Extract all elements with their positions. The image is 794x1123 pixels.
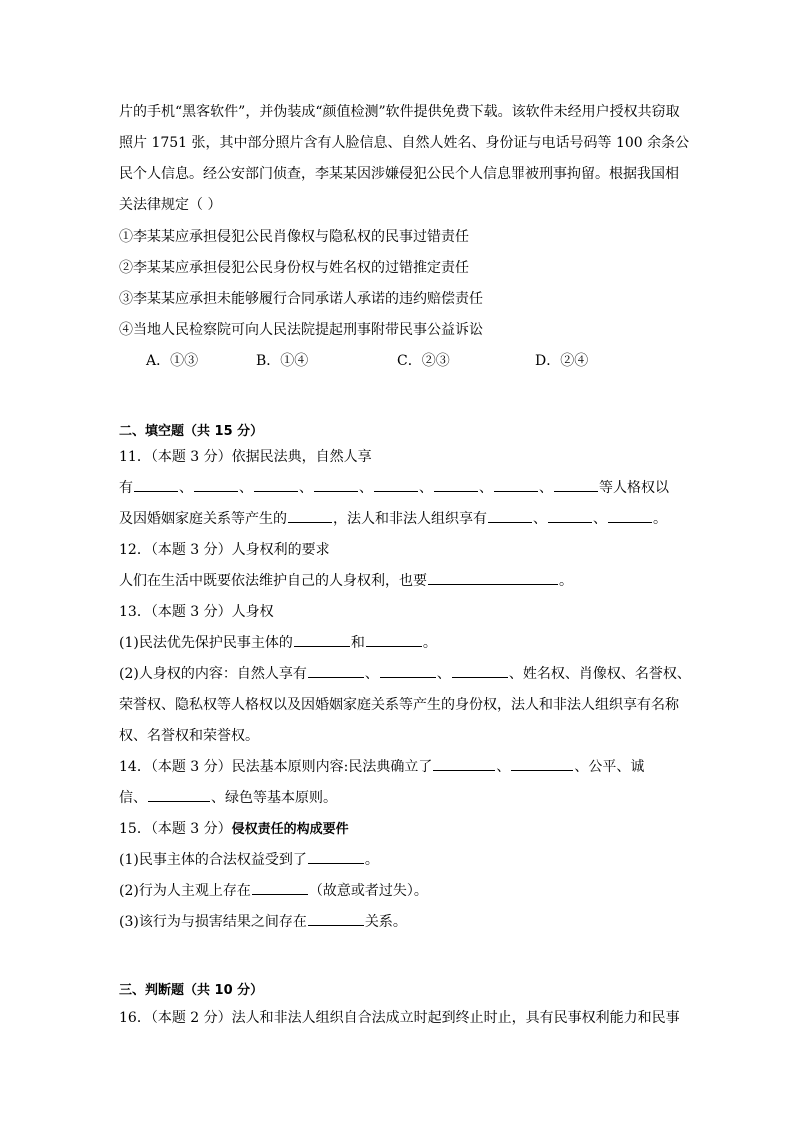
- q10-line-3: 民个人信息。经公安部门侦查，李某某因涉嫌侵犯公民个人信息罪被刑事拘留。根据我国相: [119, 166, 679, 182]
- blank[interactable]: [194, 478, 238, 492]
- option-d[interactable]: D．②④: [535, 353, 589, 369]
- q13-part-2: [119, 664, 691, 684]
- q13-text: 和: [350, 635, 365, 651]
- separator: 、: [239, 480, 253, 496]
- q15-text: 关系。: [364, 914, 407, 930]
- q14-line-1: [119, 757, 644, 777]
- option-c[interactable]: C．②③: [397, 353, 450, 369]
- blank[interactable]: [252, 881, 308, 895]
- q10-options: [146, 351, 626, 373]
- q12-line-2: [119, 571, 573, 591]
- q13-part-1: [119, 633, 437, 653]
- option-a[interactable]: A．①③: [146, 353, 199, 369]
- blank[interactable]: [308, 912, 364, 926]
- period: 。: [653, 511, 667, 527]
- separator: 、: [479, 480, 493, 496]
- blank[interactable]: [554, 478, 598, 492]
- q15-text: (3)该行为与损害结果之间存在: [119, 914, 307, 930]
- blank[interactable]: [308, 850, 364, 864]
- blank[interactable]: [366, 633, 422, 647]
- q13-stem: 13．（本题 3 分）人身权: [119, 604, 274, 620]
- q10-line-1: 片的手机“黑客软件”，并伪装成“颜值检测”软件提供免费下载。该软件未经用户授权共窃取: [119, 104, 680, 120]
- q15-part-1: [119, 850, 379, 870]
- q11-stem: 11．（本题 3 分）依据民法典，自然人享: [119, 449, 372, 465]
- option-b[interactable]: B．①④: [256, 353, 309, 369]
- q10-line-2: 照片 1751 张，其中部分照片含有人脸信息、自然人姓名、身份证与电话号码等 100 余条公: [119, 135, 690, 151]
- q15-text: (1)民事主体的合法权益受到了: [119, 852, 307, 868]
- blank[interactable]: [308, 664, 364, 678]
- q13-text: (2)人身权的内容：自然人享有: [119, 666, 307, 682]
- blank[interactable]: [511, 757, 573, 771]
- section-3-title: 三、判断题（共 10 分）: [119, 983, 264, 998]
- q12-text: 人们在生活中既要依法维护自己的人身权利，也要: [119, 573, 427, 589]
- q11-text: 及因婚姻家庭关系等产生的: [119, 511, 287, 527]
- section-2-title: 二、填空题（共 15 分）: [119, 424, 264, 439]
- separator: 、: [364, 666, 379, 682]
- q14-text: 14．（本题 3 分）民法基本原则内容:民法典确立了: [119, 759, 433, 775]
- blank[interactable]: [288, 509, 332, 523]
- blank[interactable]: [428, 571, 558, 585]
- blank[interactable]: [494, 478, 538, 492]
- separator: 、: [299, 480, 313, 496]
- q14-text: 、绿色等基本原则。: [211, 790, 337, 806]
- blank[interactable]: [314, 478, 358, 492]
- q10-statement-4: ④当地人民检察院可向人民法院提起刑事附带民事公益诉讼: [119, 322, 483, 338]
- q10-statement-3: ③李某某应承担未能够履行合同承诺人承诺的违约赔偿责任: [119, 291, 483, 307]
- q13-text: 、姓名权、肖像权、名誉权、: [508, 666, 691, 682]
- blank[interactable]: [374, 478, 418, 492]
- q15-text: （故意或者过失）。: [308, 883, 428, 899]
- q11-text: ，法人和非法人组织享有: [333, 511, 487, 527]
- period: 。: [364, 852, 379, 868]
- q16-line-1: 16．（本题 2 分）法人和非法人组织自合法成立时起到终止时止，具有民事权利能力和民事: [119, 1010, 680, 1026]
- q15-part-2: [119, 881, 428, 901]
- separator: 、: [419, 480, 433, 496]
- separator: 、: [533, 511, 547, 527]
- separator: 、: [436, 666, 451, 682]
- q10-statement-2: ②李某某应承担侵犯公民身份权与姓名权的过错推定责任: [119, 260, 469, 276]
- q11-line-2: [119, 478, 669, 498]
- q11-text: 有: [119, 480, 133, 496]
- separator: 、: [179, 480, 193, 496]
- q15-text: (2)行为人主观上存在: [119, 883, 251, 899]
- q15-part-3: [119, 912, 407, 932]
- q10-statement-1: ①李某某应承担侵犯公民肖像权与隐私权的民事过错责任: [119, 229, 469, 245]
- blank[interactable]: [294, 633, 350, 647]
- q15-stem: [119, 819, 349, 840]
- blank[interactable]: [608, 509, 652, 523]
- blank[interactable]: [148, 788, 210, 802]
- blank[interactable]: [433, 757, 495, 771]
- q12-stem: 12．（本题 3 分）人身权利的要求: [119, 542, 330, 558]
- blank[interactable]: [548, 509, 592, 523]
- q15-text: 15．（本题 3 分）: [119, 821, 232, 837]
- q11-text: 等人格权以: [599, 480, 669, 496]
- blank[interactable]: [134, 478, 178, 492]
- separator: 、: [593, 511, 607, 527]
- q11-line-3: [119, 509, 667, 529]
- q13-part-4: 权、名誉权和荣誉权。: [119, 728, 259, 744]
- q15-topic: 侵权责任的构成要件: [231, 822, 349, 837]
- blank[interactable]: [380, 664, 436, 678]
- separator: 、: [359, 480, 373, 496]
- blank[interactable]: [434, 478, 478, 492]
- q10-line-4: 关法律规定（ ）: [119, 197, 222, 213]
- period: 。: [559, 573, 573, 589]
- separator: 、: [496, 759, 511, 775]
- blank[interactable]: [488, 509, 532, 523]
- q13-part-3: 荣誉权、隐私权等人格权以及因婚姻家庭关系等产生的身份权，法人和非法人组织享有名称: [119, 697, 679, 713]
- q14-line-2: [119, 788, 337, 808]
- separator: 、: [539, 480, 553, 496]
- blank[interactable]: [452, 664, 508, 678]
- q14-text: 信、: [119, 790, 147, 806]
- period: 。: [422, 635, 437, 651]
- q13-text: (1)民法优先保护民事主体的: [119, 635, 293, 651]
- blank[interactable]: [254, 478, 298, 492]
- q14-text: 、公平、诚: [574, 759, 645, 775]
